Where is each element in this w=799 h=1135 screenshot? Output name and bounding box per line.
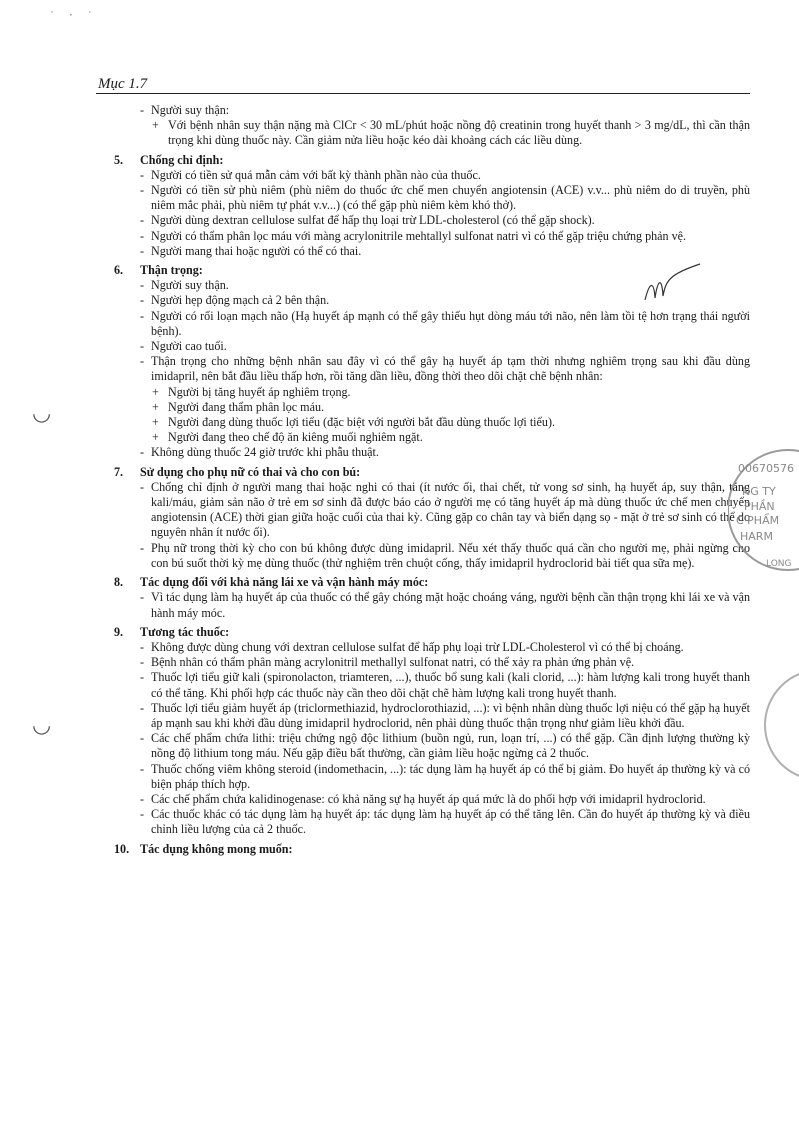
section-heading: 5. Chống chỉ định: — [114, 152, 224, 167]
section — [114, 575, 750, 621]
header-divider — [96, 93, 750, 94]
scan-artifact: ˙ ‧ ˙ — [50, 8, 98, 22]
section-heading: 7. Sử dụng cho phụ nữ có thai và cho con bú: — [114, 464, 361, 479]
signature-mark — [640, 260, 710, 310]
hole-punch-mark: ◡ — [32, 400, 52, 425]
section — [114, 624, 750, 838]
bullet-item: - Các thuốc khác có tác dụng làm hạ huyết áp: tác dụng làm hạ huyết áp có thể tăng lên. Cần đo huyết áp thường kỳ và điều chỉnh liều lượng của cả 2 thuốc. — [140, 807, 750, 837]
bullet-item: - Phụ nữ trong thời kỳ cho con bú không được dùng imidapril. Nếu xét thấy thuốc quá cần cho người mẹ, phải ngừng cho con bú suốt thời kỳ mẹ dùng thuốc (thử nghiệm trên chuột cống, thấy imidapril hydroclorid bài tiết qua sữa mẹ). — [140, 540, 750, 570]
bullet-item: - Các chế phẩm chứa kalidinogenase: có khả năng sự hạ huyết áp quá mức là do phối hợp với imidapril hydroclorid. — [140, 791, 706, 806]
bullet-item: - Thuốc chống viêm không steroid (indomethacin, ...): tác dụng làm hạ huyết áp có thể bị giảm. Đo huyết áp thường kỳ và có biện pháp thích hợp. — [140, 761, 750, 791]
intro-bullet: - Người suy thận: — [140, 103, 230, 117]
section-heading: 10. Tác dụng không mong muốn: — [114, 841, 293, 856]
svg-text:NG TY: NG TY — [742, 485, 776, 498]
section-heading: 8. Tác dụng đối với khả năng lái xe và vận hành máy móc: — [114, 575, 429, 590]
bullet-item: - Thuốc lợi tiểu giữ kali (spironolacton, triamteren, ...), thuốc bổ sung kali (kali clorid, ...): hàm lượng kali trong huyết thanh có thể tăng. Khi phối hợp các thuốc này cần theo dõi chặt chẽ hàm lượng kali trong huyết thanh. — [140, 670, 750, 700]
section-heading: 9. Tương tác thuốc: — [114, 624, 230, 639]
company-stamp — [728, 440, 799, 580]
svg-text:00670576: 00670576 — [738, 462, 794, 475]
svg-text:LONG: LONG — [766, 559, 792, 569]
sections-container — [114, 152, 750, 857]
bullet-item: - Người có tiền sử phù niêm (phù niêm do thuốc ức chế men chuyển angiotensin (ACE) v.v... phù niêm do di truyền, phù niêm mắc phải, phù niêm tự phát v.v...) (có thể gặp phù niêm kèm khó thở). — [140, 183, 750, 213]
bullet-item: - Bệnh nhân có thẩm phân màng acrylonitril methallyl sulfonat natri, có thể xảy ra phản ứng phản vệ. — [140, 655, 635, 670]
bullet-item: - Vì tác dụng làm hạ huyết áp của thuốc có thể gây chóng mặt hoặc choáng váng, người bệnh cần thận trọng khi lái xe và vận hành máy móc. — [140, 590, 750, 620]
sub-bullet-item: + Người đang dùng thuốc lợi tiểu (đặc biệt với người bắt đầu dùng thuốc lợi tiểu). — [152, 415, 555, 430]
bullet-item: - Người mang thai hoặc người có thể có thai. — [140, 243, 362, 258]
sub-bullet-item: + Người đang thẩm phân lọc máu. — [152, 399, 325, 414]
section-label: Mục 1.7 — [98, 76, 148, 92]
sub-bullet-item: + Người bị tăng huyết áp nghiêm trọng. — [152, 384, 351, 399]
bullet-item: - Người có rối loạn mạch não (Hạ huyết áp mạnh có thể gây thiếu hụt dòng máu tới não, nên làm tồi tệ hơn trạng thái người bệnh). — [140, 308, 750, 338]
bullet-item: - Thuốc lợi tiểu giảm huyết áp (triclormethiazid, hydroclorothiazid, ...): vì bệnh nhân dùng thuốc lợi niệu có thể gặp hạ huyết áp mạnh sau khi khởi đầu dùng imidapril hydroclorid, nên phải dùng thuốc thận trọng như giảm liều khởi đầu. — [140, 700, 750, 730]
svg-text:PHẦN: PHẦN — [744, 500, 775, 513]
document-body — [114, 103, 750, 857]
section — [114, 841, 750, 857]
stamp-fragment — [760, 660, 799, 790]
bullet-item: - Người cao tuổi. — [140, 339, 227, 354]
bullet-item: - Người hẹp động mạch cả 2 bên thận. — [140, 293, 330, 308]
bullet-item: - Không được dùng chung với dextran cellulose sulfat để hấp phụ loại trừ LDL-Cholesterol vì có thể bị choáng. — [140, 639, 684, 654]
section — [114, 464, 750, 571]
intro-subbullet: + Với bệnh nhân suy thận nặng mà ClCr < 30 mL/phút hoặc nồng độ creatinin trong huyết thanh > 3 mg/dL, thì cần thận trọng khi dùng thuốc này. Cần giảm nửa liều hoặc kéo dài khoảng cách các liều dùng. — [152, 118, 750, 148]
hole-punch-mark: ◡ — [32, 712, 52, 737]
svg-text:C PHẨM: C PHẨM — [736, 514, 780, 527]
bullet-item: - Các chế phẩm chứa lithi: triệu chứng ngộ độc lithium (buồn ngủ, run, loạn trí, ...) có thể gặp. Cần định lượng thường kỳ nồng độ lithium tong máu. Nếu gặp điều bất thường, cần giảm liều hoặc ngừng cả 2 thuốc. — [140, 731, 750, 761]
bullet-item: - Không dùng thuốc 24 giờ trước khi phẫu thuật. — [140, 445, 379, 460]
bullet-item: - Chống chỉ định ở người mang thai hoặc nghi có thai (ít nước ối, thai chết, tử vong sơ sinh, hạ huyết áp, suy thận, tăng kali/máu, giảm sản não ở trẻ em sơ sinh đã được báo cáo ở người mẹ có tăng huyết áp mà dùng thuốc ức chế men chuyển angiotensin (ACE) thời gian giữa hoặc cuối của thai kỳ. Cũng gặp co chân tay và biến dạng sọ - mặt ở trẻ sơ sinh có thể do nguyên nhân ít nước ối). — [140, 479, 750, 540]
bullet-item: - Thận trọng cho những bệnh nhân sau đây vì có thể gây hạ huyết áp tạm thời nhưng nghiêm trọng sau khi đầu dùng imidapril, nên bắt đầu liều thấp hơn, rồi tăng dần liều, đồng thời theo dõi chặt chẽ bệnh nhân: — [140, 354, 750, 384]
svg-text:HARM: HARM — [740, 530, 773, 543]
section-heading: 6. Thận trọng: — [114, 263, 203, 278]
sub-bullet-item: + Người đang theo chế độ ăn kiêng muối nghiêm ngặt. — [152, 430, 423, 445]
section — [114, 152, 750, 259]
bullet-item: - Người có tiền sử quá mẫn cảm với bất kỳ thành phần nào của thuốc. — [140, 167, 481, 182]
bullet-item: - Người dùng dextran cellulose sulfat để hấp thụ loại trừ LDL-cholesterol (có thể gặp shock). — [140, 213, 595, 228]
bullet-item: - Người có thẩm phân lọc máu với màng acrylonitrile mehtallyl sulfonat natri vì có thể gặp triệu chứng phản vệ. — [140, 228, 687, 243]
bullet-item: - Người suy thận. — [140, 278, 229, 293]
